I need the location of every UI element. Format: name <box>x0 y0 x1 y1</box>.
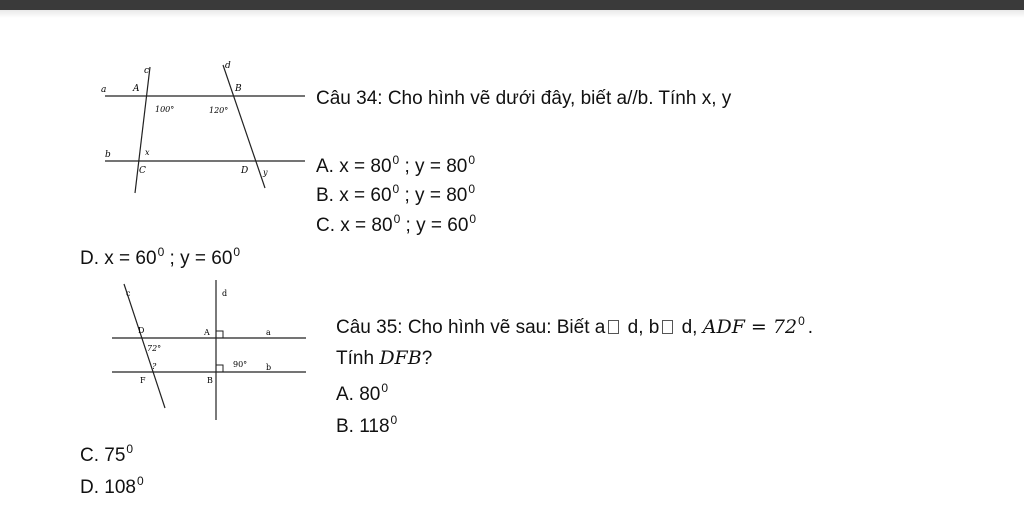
q34-figure <box>95 55 305 205</box>
q35-option-c-text: C. 75 <box>80 445 126 466</box>
label-D: D <box>241 166 249 176</box>
degree-mark: 0 <box>469 212 477 226</box>
q34-option-d-text: D. x = 60 <box>80 248 157 269</box>
degree-mark: 0 <box>136 474 144 488</box>
q34-option-a-text-2: ; y = 80 <box>399 156 468 177</box>
top-shadow <box>0 10 1024 18</box>
degree-mark: 0 <box>233 245 241 259</box>
angle-120: 120° <box>209 106 229 115</box>
perpendicular-symbol-box <box>662 320 673 334</box>
label-A: A <box>133 84 140 94</box>
label-a: a <box>101 85 107 95</box>
label-a: a <box>266 328 271 337</box>
q35-option-b-text: B. 118 <box>336 416 390 437</box>
angle-expression: ADF = 72 <box>702 316 798 338</box>
q35-ask-suffix: ? <box>421 348 433 369</box>
degree-mark: 0 <box>393 212 401 226</box>
q34-option-a <box>316 149 475 178</box>
angle-100: 100° <box>155 105 175 114</box>
q35-question <box>336 310 813 339</box>
q34-option-a-text: A. x = 80 <box>316 156 392 177</box>
degree-mark: 0 <box>392 153 400 167</box>
label-b: b <box>105 150 111 160</box>
label-B: B <box>207 376 213 385</box>
label-d: d <box>225 61 231 71</box>
degree-mark: 0 <box>798 314 805 328</box>
angle-72: 72° <box>147 344 162 353</box>
degree-mark: 0 <box>157 245 165 259</box>
label-B: B <box>235 84 242 94</box>
label-D: D <box>138 326 145 335</box>
angle-expression: DFB <box>379 347 422 369</box>
q34-option-b-text-2: ; y = 80 <box>399 185 468 206</box>
right-angle-mark-a <box>216 331 223 338</box>
label-d: d <box>222 289 228 298</box>
q34-option-d <box>80 241 240 270</box>
q35-question-text-2: d, b <box>622 317 660 338</box>
q35-option-c <box>80 438 133 467</box>
q34-option-d-text-2: ; y = 60 <box>164 248 233 269</box>
label-c: c <box>126 289 131 298</box>
degree-mark: 0 <box>392 182 400 196</box>
q34-option-c-text-2: ; y = 60 <box>400 215 469 236</box>
q35-option-d <box>80 470 144 499</box>
label-C: C <box>139 166 146 176</box>
label-A: A <box>204 328 210 337</box>
angle-question: ? <box>152 362 157 371</box>
q35-option-a-text: A. 80 <box>336 384 381 405</box>
degree-mark: 0 <box>390 413 398 427</box>
q35-option-b <box>336 409 397 438</box>
degree-mark: 0 <box>126 442 134 456</box>
q34-option-c <box>316 208 476 237</box>
q35-question-text-3: d, <box>676 317 698 338</box>
q34-option-b-text: B. x = 60 <box>316 185 392 206</box>
angle-90: 90° <box>233 360 248 369</box>
degree-mark: 0 <box>468 182 476 196</box>
q35-option-d-text: D. 108 <box>80 477 136 498</box>
q35-question-text: Câu 35: Cho hình vẽ sau: Biết a <box>336 317 606 338</box>
q35-ask <box>336 347 432 370</box>
degree-mark: 0 <box>468 153 476 167</box>
window-top-bar <box>0 0 1024 10</box>
q34-option-b <box>316 178 475 207</box>
label-F: F <box>140 376 146 385</box>
label-y: y <box>263 168 268 177</box>
q35-ask-prefix: Tính <box>336 348 375 369</box>
perpendicular-symbol-box <box>608 320 619 334</box>
q34-option-c-text: C. x = 80 <box>316 215 393 236</box>
label-b: b <box>266 363 272 372</box>
q34-question: Câu 34: Cho hình vẽ dưới đây, biết a//b. Tính x, y <box>316 88 732 109</box>
degree-mark: 0 <box>381 381 389 395</box>
label-c: c <box>144 66 150 76</box>
right-angle-mark-b <box>216 365 223 372</box>
q35-option-a <box>336 377 388 406</box>
label-x: x <box>145 148 150 157</box>
q35-figure <box>110 278 310 423</box>
q35-question-end: . <box>807 317 814 338</box>
